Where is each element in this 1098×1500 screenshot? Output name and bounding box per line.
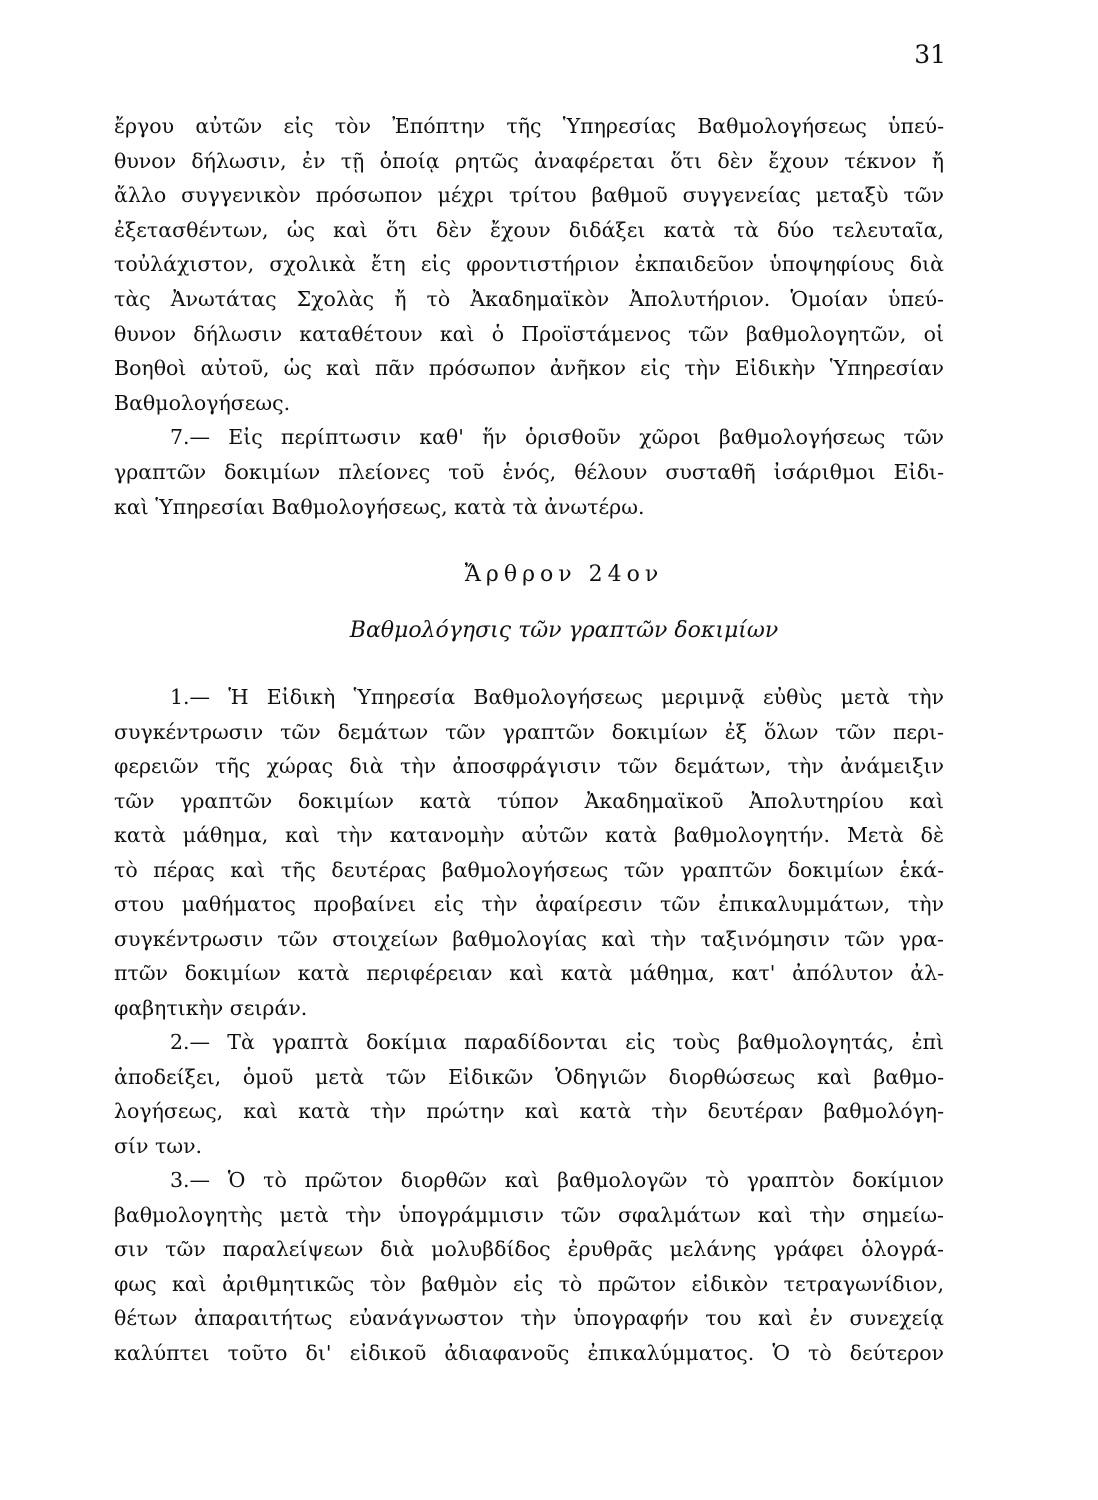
text-line: τῶν γραπτῶν δοκιμίων κατὰ τύπον Ἀκαδημαϊκοῦ Ἀπολυτηρίου καὶ: [114, 788, 944, 813]
text-line: βαθμολογητὴς μετὰ τὴν ὑπογράμμισιν τῶν σφαλμάτων καὶ τὴν σημείω-: [114, 1202, 944, 1227]
text-line: στου μαθήματος προβαίνει εἰς τὴν ἀφαίρεσιν τῶν ἐπικαλυμμάτων, τὴν: [114, 892, 944, 916]
text-line: ἀποδείξει, ὁμοῦ μετὰ τῶν Εἰδικῶν Ὁδηγιῶν διορθώσεως καὶ βαθμο-: [114, 1064, 944, 1089]
text-line: τὸ πέρας καὶ τῆς δευτέρας βαθμολογήσεως τῶν γραπτῶν δοκιμίων ἑκά-: [114, 857, 944, 882]
text-line: Βοηθοὶ αὐτοῦ, ὡς καὶ πᾶν πρόσωπον ἀνῆκον εἰς τὴν Εἰδικὴν Ὑπηρεσίαν: [114, 356, 944, 381]
text-line: φως καὶ ἀριθμητικῶς τὸν βαθμὸν εἰς τὸ πρῶτον εἰδικὸν τετραγωνίδιον,: [114, 1271, 944, 1296]
text-line: 2.— Τὰ γραπτὰ δοκίμια παραδίδονται εἰς τοὺς βαθμολογητάς, ἐπὶ: [170, 1030, 944, 1054]
text-line: τὰς Ἀνωτάτας Σχολὰς ἤ τὸ Ἀκαδημαϊκὸν Ἀπολυτήριον. Ὁμοίαν ὑπεύ-: [114, 286, 944, 311]
page-number: 31: [914, 40, 946, 69]
text-line: συγκέντρωσιν τῶν στοιχείων βαθμολογίας καὶ τὴν ταξινόμησιν τῶν γρα-: [114, 926, 944, 951]
paragraph-continuation-block: [114, 109, 944, 524]
text-line: γραπτῶν δοκιμίων πλείονες τοῦ ἑνός, θέλουν συσταθῆ ἰσάριθμοι Εἰδι-: [114, 459, 944, 484]
text-line: σιν τῶν παραλείψεων διὰ μολυβδίδος ἐρυθρᾶς μελάνης γράφει ὁλογρά-: [114, 1237, 944, 1261]
text-line: θυνον δήλωσιν καταθέτουν καὶ ὁ Προϊστάμενος τῶν βαθμολογητῶν, οἱ: [114, 321, 944, 346]
text-line: 3.— Ὁ τὸ πρῶτον διορθῶν καὶ βαθμολογῶν τὸ γραπτὸν δοκίμιον: [170, 1168, 944, 1192]
text-line: 1.— Ἡ Εἰδικὴ Ὑπηρεσία Βαθμολογήσεως μεριμνᾷ εὐθὺς μετὰ τὴν: [170, 685, 944, 709]
article-body-block: [114, 680, 944, 1370]
text-line: λογήσεως, καὶ κατὰ τὴν πρώτην καὶ κατὰ τὴν δευτέραν βαθμολόγη-: [114, 1099, 944, 1123]
text-line: πτῶν δοκιμίων κατὰ περιφέρειαν καὶ κατὰ μάθημα, κατ' ἀπόλυτον ἀλ-: [114, 961, 944, 985]
text-line: τοὐλάχιστον, σχολικὰ ἔτη εἰς φροντιστήριον ἐκπαιδεῦον ὑποψηφίους διὰ: [114, 252, 944, 277]
text-line: Βαθμολογήσεως.: [114, 390, 291, 415]
text-line: 7.— Εἰς περίπτωσιν καθ' ἥν ὁρισθοῦν χῶροι βαθμολογήσεως τῶν: [170, 425, 944, 450]
text-line: ἔργου αὐτῶν εἰς τὸν Ἐπόπτην τῆς Ὑπηρεσίας Βαθμολογήσεως ὑπεύ-: [114, 114, 944, 138]
text-line: ἐξετασθέντων, ὡς καὶ ὅτι δὲν ἔχουν διδάξει κατὰ τὰ δύο τελευταῖα,: [114, 217, 944, 242]
article-heading: Ἄρθρον 24ον: [464, 562, 664, 587]
text-line: σίν των.: [114, 1133, 203, 1158]
text-line: θυνον δήλωσιν, ἐν τῇ ὁποίᾳ ρητῶς ἀναφέρεται ὅτι δὲν ἔχουν τέκνον ἤ: [114, 148, 944, 173]
text-line: ἄλλο συγγενικὸν πρόσωπον μέχρι τρίτου βαθμοῦ συγγενείας μεταξὺ τῶν: [114, 183, 944, 208]
text-line: φερειῶν τῆς χώρας διὰ τὴν ἀποσφράγισιν τῶν δεμάτων, τὴν ἀνάμειξιν: [114, 754, 944, 778]
text-line: καὶ Ὑπηρεσίαι Βαθμολογήσεως, κατὰ τὰ ἀνωτέρω.: [114, 494, 645, 519]
text-line: θέτων ἀπαραιτήτως εὐανάγνωστον τὴν ὑπογραφήν του καὶ ἐν συνεχείᾳ: [114, 1306, 944, 1330]
text-line: κατὰ μάθημα, καὶ τὴν κατανομὴν αὐτῶν κατὰ βαθμολογητήν. Μετὰ δὲ: [114, 823, 944, 847]
text-line: καλύπτει τοῦτο δι' εἰδικοῦ ἀδιαφανοῦς ἐπικαλύμματος. Ὁ τὸ δεύτερον: [114, 1340, 944, 1365]
text-line: φαβητικὴν σειράν.: [114, 995, 308, 1020]
text-line: συγκέντρωσιν τῶν δεμάτων τῶν γραπτῶν δοκιμίων ἐξ ὅλων τῶν περι-: [114, 719, 944, 744]
article-title: Βαθμολόγησις τῶν γραπτῶν δοκιμίων: [349, 618, 779, 643]
